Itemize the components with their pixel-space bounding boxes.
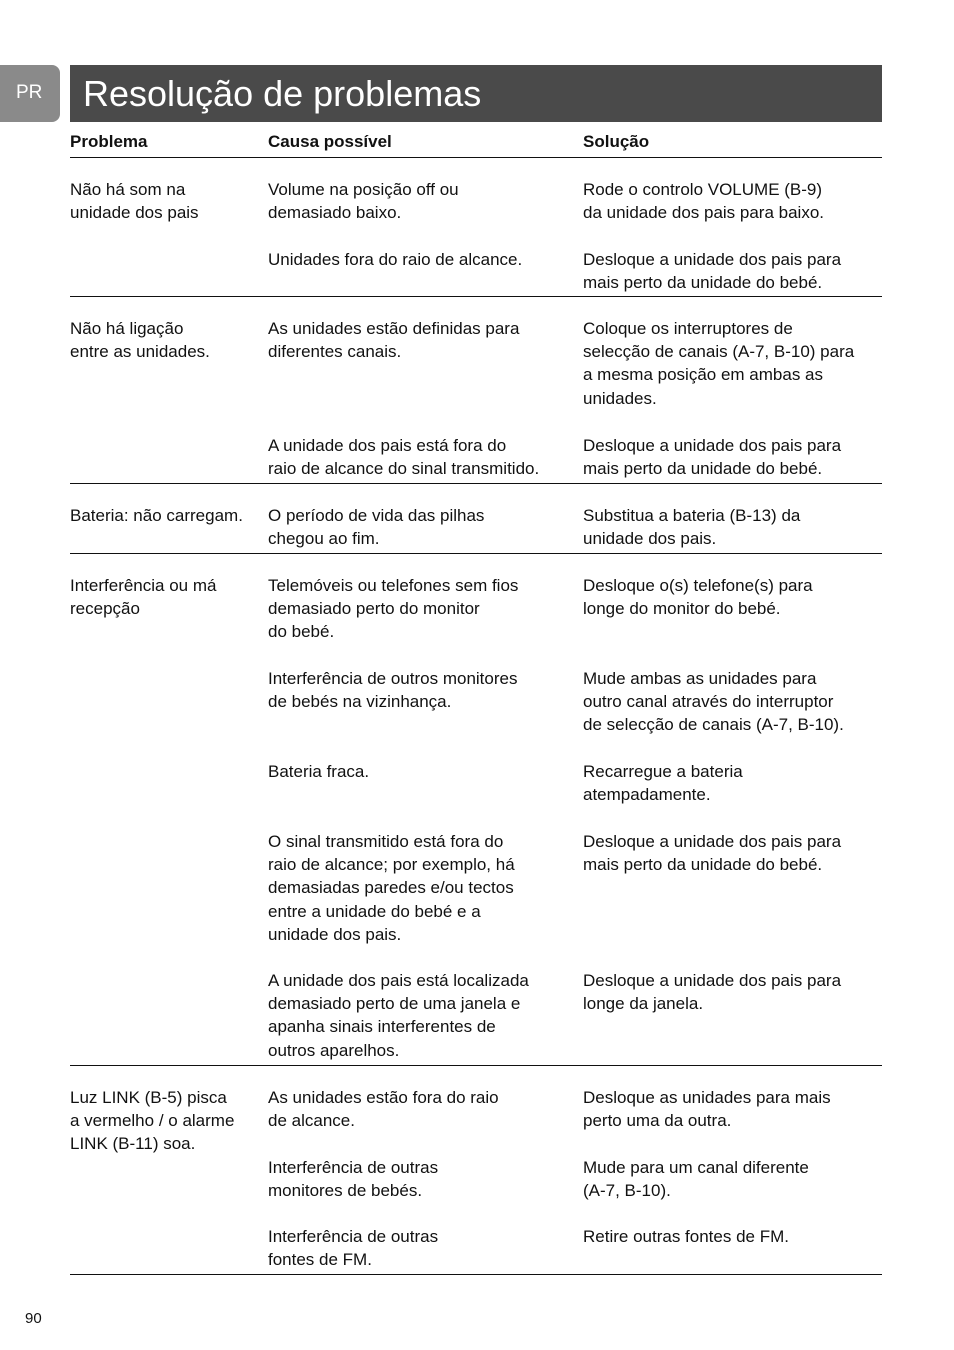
cause-text: A unidade dos pais está localizada demasiado perto de uma janela e apanha sinais interferentes de outros aparelhos. [268, 971, 529, 1060]
troubleshooting-table [70, 128, 882, 1275]
header-solution: Solução [583, 132, 650, 151]
problem-text: Não há som na unidade dos pais [70, 180, 199, 223]
solution-text: Coloque os interruptores de selecção de canais (A-7, B-10) para a mesma posição em ambas as unidades. [583, 319, 855, 408]
solution-text: Desloque a unidade dos pais para mais perto da unidade do bebé. [583, 436, 842, 479]
cause-text: Bateria fraca. [268, 762, 370, 781]
cause-text: Interferência de outros monitores de bebés na vizinhança. [268, 669, 518, 712]
cause-text: Unidades fora do raio de alcance. [268, 250, 523, 269]
solution-text: Rode o controlo VOLUME (B-9) da unidade dos pais para baixo. [583, 180, 825, 223]
table-group [70, 1066, 882, 1275]
table-header [70, 128, 882, 158]
table-group [70, 158, 882, 297]
solution-text: Substitua a bateria (B-13) da unidade dos pais. [583, 506, 801, 549]
cause-text: O período de vida das pilhas chegou ao fim. [268, 506, 485, 549]
cause-text: O sinal transmitido está fora do raio de alcance; por exemplo, há demasiadas paredes e/ou tectos entre a unidade do bebé e a unidade dos pais. [268, 832, 515, 944]
cause-text: Interferência de outras fontes de FM. [268, 1227, 439, 1270]
problem-text: Luz LINK (B-5) pisca a vermelho / o alarme LINK (B-11) soa. [70, 1088, 235, 1154]
table-group [70, 297, 882, 484]
cause-text: A unidade dos pais está fora do raio de alcance do sinal transmitido. [268, 436, 540, 479]
solution-text: Desloque o(s) telefone(s) para longe do monitor do bebé. [583, 576, 813, 619]
cause-text: As unidades estão definidas para diferentes canais. [268, 319, 520, 362]
solution-text: Recarregue a bateria atempadamente. [583, 762, 743, 805]
header-cause: Causa possível [268, 132, 392, 151]
table-group [70, 554, 882, 1066]
header-problem: Problema [70, 132, 148, 151]
solution-text: Desloque a unidade dos pais para longe da janela. [583, 971, 842, 1014]
solution-text: Retire outras fontes de FM. [583, 1227, 789, 1246]
problem-text: Interferência ou má recepção [70, 576, 217, 619]
cause-text: Volume na posição off ou demasiado baixo. [268, 180, 459, 223]
problem-text: Não há ligação entre as unidades. [70, 319, 210, 362]
solution-text: Desloque a unidade dos pais para mais perto da unidade do bebé. [583, 832, 842, 875]
solution-text: Mude ambas as unidades para outro canal através do interruptor de selecção de canais (A-7, B-10). [583, 669, 844, 735]
table-group [70, 484, 882, 554]
solution-text: Desloque a unidade dos pais para mais perto da unidade do bebé. [583, 250, 842, 293]
cause-text: Interferência de outras monitores de bebés. [268, 1158, 439, 1201]
language-tab: PR [0, 65, 60, 122]
page-number: 90 [25, 1310, 42, 1327]
cause-text: Telemóveis ou telefones sem fios demasiado perto do monitor do bebé. [268, 576, 519, 642]
cause-text: As unidades estão fora do raio de alcance. [268, 1088, 499, 1131]
solution-text: Mude para um canal diferente (A-7, B-10). [583, 1158, 809, 1201]
solution-text: Desloque as unidades para mais perto uma da outra. [583, 1088, 831, 1131]
page-title: Resolução de problemas [70, 65, 882, 122]
problem-text: Bateria: não carregam. [70, 506, 243, 525]
